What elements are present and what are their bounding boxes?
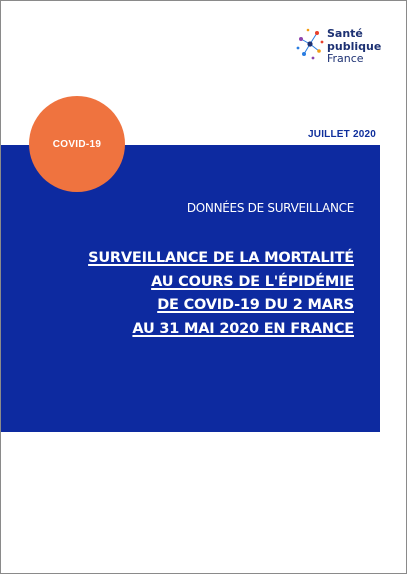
sante-publique-france-logo [295, 25, 395, 75]
title-line-4: AU 31 MAI 2020 EN FRANCE [132, 320, 354, 337]
logo-line-sante: Santé [327, 27, 363, 40]
logo-line-publique: publique [327, 39, 382, 53]
covid-badge-label: COVID-19 [52, 138, 102, 150]
covid-badge [29, 96, 125, 192]
dot-network-icon [295, 27, 325, 63]
title-line-3: DE COVID-19 DU 2 MARS [157, 297, 354, 313]
title-line-1: SURVEILLANCE DE LA MORTALITÉ [88, 250, 354, 266]
document-title [88, 247, 354, 341]
logo-line-france: France [327, 52, 364, 65]
title-line-2: AU COURS DE L'ÉPIDÉMIE [151, 273, 354, 290]
document-subtitle: DONNÉES DE SURVEILLANCE [186, 201, 354, 215]
publication-date: JUILLET 2020 [308, 129, 376, 140]
